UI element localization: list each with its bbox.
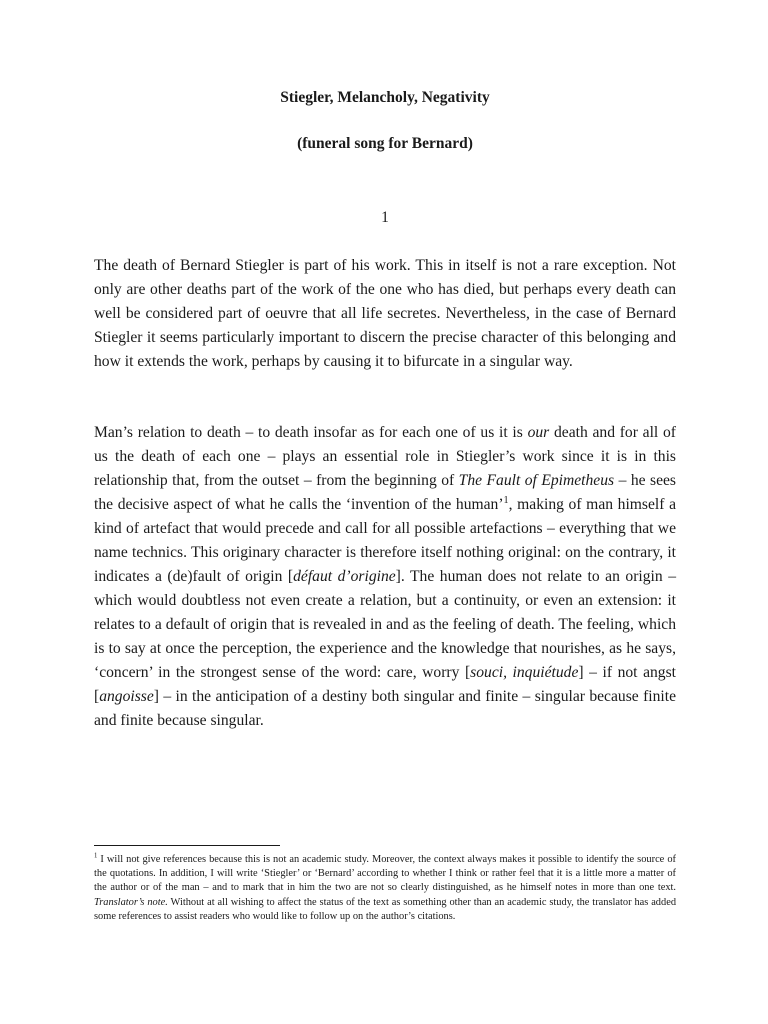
document-page (94, 0, 676, 1024)
book-title-italic: The Fault of Epimetheus (458, 472, 615, 489)
paragraph-2-text: ] – in the anticipation of a destiny both singular and finite – singular because finite and finite because singular. (94, 688, 676, 729)
paragraph-2-text: death and for all of us the death of each one – plays an essential role in Stiegler’s work since it is in this relationship that, from the outset – from the beginning of (94, 424, 676, 489)
paragraph-2-italic: souci, inquiétude (470, 664, 579, 681)
paragraph-2-text: , making of man himself a kind of artefact that would precede and call for all possible artefactions – everything that we name technics. This originary character is therefore itself nothing original: on the contrary, it indicates a (de)fault of origin [ (94, 496, 677, 585)
footnote-italic: Translator’s note. (94, 896, 168, 908)
footnote-marker: 1 (94, 852, 98, 860)
footnote-text: I will not give references because this is not an academic study. Moreover, the context always makes it possible to identify the source of the quotations. In addition, I will write ‘Stiegler’ or ‘Bernard’ according to whether I think or rather feel that it is a little more a matter of the author or of the man – and to mark that in him the two are not so clearly distinguished, as he himself notes in more than one text. (94, 854, 676, 894)
paragraph-2-text: Man’s relation to death – to death insofar as for each one of us it is (94, 424, 528, 441)
paragraph-2-text: ] – if not angst [ (94, 664, 676, 705)
paragraph-2-italic: our (527, 424, 550, 441)
paragraph-2-italic: angoisse (99, 688, 154, 705)
paragraph-2 (94, 421, 676, 733)
paragraph-2-text: – he sees the decisive aspect of what he calls the ‘invention of the human’ (94, 472, 676, 513)
footnote-text: Without at all wishing to affect the status of the text as something other than an academic study, the translator has added some references to assist readers who would like to follow up on the author’s citations. (94, 896, 677, 922)
page-title: Stiegler, Melancholy, Negativity (280, 89, 490, 106)
section-number: 1 (381, 209, 389, 226)
footnote (94, 853, 676, 924)
paragraph-1: The death of Bernard Stiegler is part of his work. This in itself is not a rare exception. Not only are other deaths part of the work of the one who has died, but perhaps every death can well be considered part of oeuvre that all life secretes. Nevertheless, in the case of Bernard Stiegler it seems particularly important to discern the precise character of this belonging and how it extends the work, perhaps by causing it to bifurcate in a singular way. (94, 257, 676, 370)
footnote-reference: 1 (503, 494, 509, 506)
paragraph-2-italic: défaut d’origine (293, 568, 396, 585)
footnote-divider (94, 845, 280, 846)
paragraph-2-text: ]. The human does not relate to an origin – which would doubtless not even create a relation, but a continuity, or even an extension: it relates to a default of origin that is revealed in and as the feeling of death. The feeling, which is to say at once the perception, the experience and the knowledge that nourishes, as he says, ‘concern’ in the strongest sense of the word: care, worry [ (94, 568, 676, 681)
page-subtitle: (funeral song for Bernard) (297, 135, 473, 152)
